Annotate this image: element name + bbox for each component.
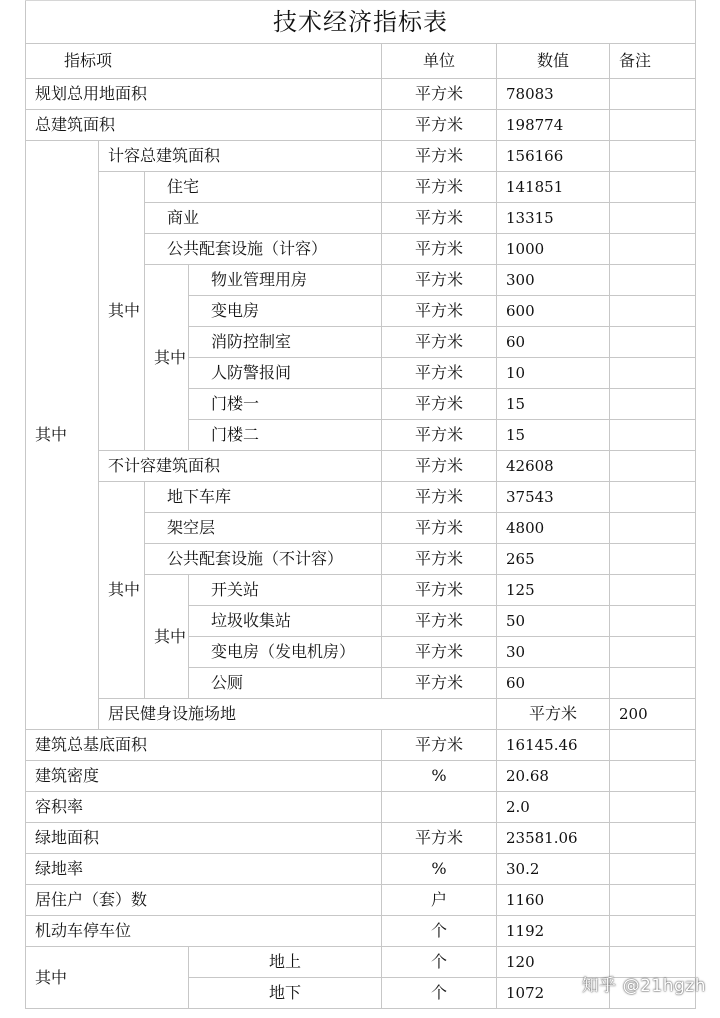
row-unit: 平方米 <box>382 544 497 575</box>
row-unit: 平方米 <box>382 451 497 482</box>
row-value: 1160 <box>497 885 610 916</box>
row-unit: 平方米 <box>382 420 497 451</box>
row-note <box>610 110 696 141</box>
header-item: 指标项 <box>26 44 382 79</box>
table-row <box>26 451 696 482</box>
header-row <box>26 44 696 79</box>
row-unit: 平方米 <box>382 358 497 389</box>
row-label: 住宅 <box>145 172 382 203</box>
row-note <box>610 606 696 637</box>
table-row <box>26 172 696 203</box>
row-value: 141851 <box>497 172 610 203</box>
row-unit: 平方米 <box>382 79 497 110</box>
row-unit: 平方米 <box>382 296 497 327</box>
row-label: 门楼一 <box>189 389 382 420</box>
row-label: 消防控制室 <box>189 327 382 358</box>
table-row <box>26 730 696 761</box>
header-note: 备注 <box>610 44 696 79</box>
row-label: 地上 <box>189 947 382 978</box>
row-label: 公厕 <box>189 668 382 699</box>
table-row <box>26 110 696 141</box>
row-unit: 平方米 <box>382 668 497 699</box>
row-note <box>610 234 696 265</box>
row-unit: 个 <box>382 916 497 947</box>
row-unit <box>382 792 497 823</box>
table-row <box>26 761 696 792</box>
row-note <box>610 389 696 420</box>
row-value: 120 <box>497 947 610 978</box>
row-unit: 平方米 <box>382 141 497 172</box>
indicator-table <box>25 0 696 1009</box>
row-value: 20.68 <box>497 761 610 792</box>
row-label: 门楼二 <box>189 420 382 451</box>
row-label: 垃圾收集站 <box>189 606 382 637</box>
group-label-qizhong-public-non-far: 其中 <box>145 575 189 699</box>
row-value: 2.0 <box>497 792 610 823</box>
table-row <box>26 482 696 513</box>
row-value: 1000 <box>497 234 610 265</box>
row-value: 300 <box>497 265 610 296</box>
row-note <box>610 141 696 172</box>
table-row <box>26 823 696 854</box>
row-note <box>610 761 696 792</box>
row-label: 机动车停车位 <box>26 916 382 947</box>
row-label: 变电房 <box>189 296 382 327</box>
row-label: 计容总建筑面积 <box>99 141 382 172</box>
row-label: 居住户（套）数 <box>26 885 382 916</box>
group-label-qizhong-far: 其中 <box>99 172 145 451</box>
row-unit: 个 <box>382 947 497 978</box>
row-unit: 户 <box>382 885 497 916</box>
row-value: 13315 <box>497 203 610 234</box>
row-value: 1072 <box>497 978 610 1009</box>
row-unit: 平方米 <box>382 327 497 358</box>
row-unit: 平方米 <box>382 823 497 854</box>
table-row <box>26 854 696 885</box>
row-note <box>610 854 696 885</box>
row-unit: 平方米 <box>382 482 497 513</box>
row-label: 变电房（发电机房） <box>189 637 382 668</box>
row-unit: 平方米 <box>382 234 497 265</box>
row-value: 50 <box>497 606 610 637</box>
row-note <box>610 575 696 606</box>
row-note <box>610 544 696 575</box>
row-label: 不计容建筑面积 <box>99 451 382 482</box>
row-note <box>610 513 696 544</box>
row-unit: 平方米 <box>382 606 497 637</box>
row-label: 规划总用地面积 <box>26 79 382 110</box>
row-unit: 平方米 <box>382 265 497 296</box>
header-unit: 单位 <box>382 44 497 79</box>
row-note <box>610 637 696 668</box>
row-label: 人防警报间 <box>189 358 382 389</box>
row-value: 198774 <box>497 110 610 141</box>
row-note <box>610 823 696 854</box>
table-row <box>26 885 696 916</box>
header-value: 数值 <box>497 44 610 79</box>
row-note <box>610 79 696 110</box>
row-label: 地下车库 <box>145 482 382 513</box>
row-label: 容积率 <box>26 792 382 823</box>
row-label: 商业 <box>145 203 382 234</box>
row-value: 4800 <box>497 513 610 544</box>
row-label: 开关站 <box>189 575 382 606</box>
row-value: 15 <box>497 420 610 451</box>
row-note <box>610 203 696 234</box>
indicator-sheet <box>25 0 695 1009</box>
row-note <box>610 358 696 389</box>
row-label: 架空层 <box>145 513 382 544</box>
row-value: 30.2 <box>497 854 610 885</box>
row-unit: 平方米 <box>382 730 497 761</box>
row-value: 16145.46 <box>497 730 610 761</box>
row-label: 建筑密度 <box>26 761 382 792</box>
row-note <box>610 265 696 296</box>
row-note <box>610 420 696 451</box>
row-unit: 平方米 <box>382 575 497 606</box>
row-value: 42608 <box>497 451 610 482</box>
row-label: 居民健身设施场地 <box>99 699 497 730</box>
row-value: 23581.06 <box>497 823 610 854</box>
row-label: 公共配套设施（计容） <box>145 234 382 265</box>
row-value: 78083 <box>497 79 610 110</box>
row-label: 建筑总基底面积 <box>26 730 382 761</box>
row-value: 60 <box>497 327 610 358</box>
row-unit: 平方米 <box>382 172 497 203</box>
row-note <box>610 296 696 327</box>
row-value: 15 <box>497 389 610 420</box>
row-label: 绿地率 <box>26 854 382 885</box>
row-note <box>610 730 696 761</box>
row-label: 地下 <box>189 978 382 1009</box>
row-value: 1192 <box>497 916 610 947</box>
row-unit: 个 <box>382 978 497 1009</box>
title-row <box>26 1 696 44</box>
row-note <box>610 792 696 823</box>
row-value: 10 <box>497 358 610 389</box>
row-unit: 平方米 <box>382 389 497 420</box>
row-unit: 平方米 <box>382 203 497 234</box>
row-unit: 平方米 <box>382 110 497 141</box>
group-label-qizhong-public-far: 其中 <box>145 265 189 451</box>
row-note <box>610 327 696 358</box>
table-row <box>26 699 696 730</box>
row-value: 60 <box>497 668 610 699</box>
row-note <box>610 172 696 203</box>
group-label-qizhong-non-far: 其中 <box>99 482 145 699</box>
row-label: 公共配套设施（不计容） <box>145 544 382 575</box>
row-unit: 平方米 <box>382 637 497 668</box>
row-note <box>610 451 696 482</box>
row-value: 125 <box>497 575 610 606</box>
group-label-qizhong-parking: 其中 <box>26 947 189 1009</box>
table-row <box>26 141 696 172</box>
row-label: 绿地面积 <box>26 823 382 854</box>
row-label: 总建筑面积 <box>26 110 382 141</box>
row-value: 200 <box>610 699 696 730</box>
row-value: 600 <box>497 296 610 327</box>
row-unit: % <box>382 854 497 885</box>
watermark-text: 知乎 @21hgzh <box>581 976 706 996</box>
row-value: 37543 <box>497 482 610 513</box>
group-label-qizhong-outer: 其中 <box>26 141 99 730</box>
row-unit: 平方米 <box>382 513 497 544</box>
row-value: 156166 <box>497 141 610 172</box>
row-note <box>610 482 696 513</box>
row-value: 265 <box>497 544 610 575</box>
row-value: 30 <box>497 637 610 668</box>
table-row <box>26 792 696 823</box>
table-row <box>26 916 696 947</box>
row-note <box>610 885 696 916</box>
table-title: 技术经济指标表 <box>26 1 696 44</box>
row-note <box>610 668 696 699</box>
table-row <box>26 79 696 110</box>
row-unit: % <box>382 761 497 792</box>
row-unit: 平方米 <box>497 699 610 730</box>
row-note <box>610 916 696 947</box>
row-label: 物业管理用房 <box>189 265 382 296</box>
